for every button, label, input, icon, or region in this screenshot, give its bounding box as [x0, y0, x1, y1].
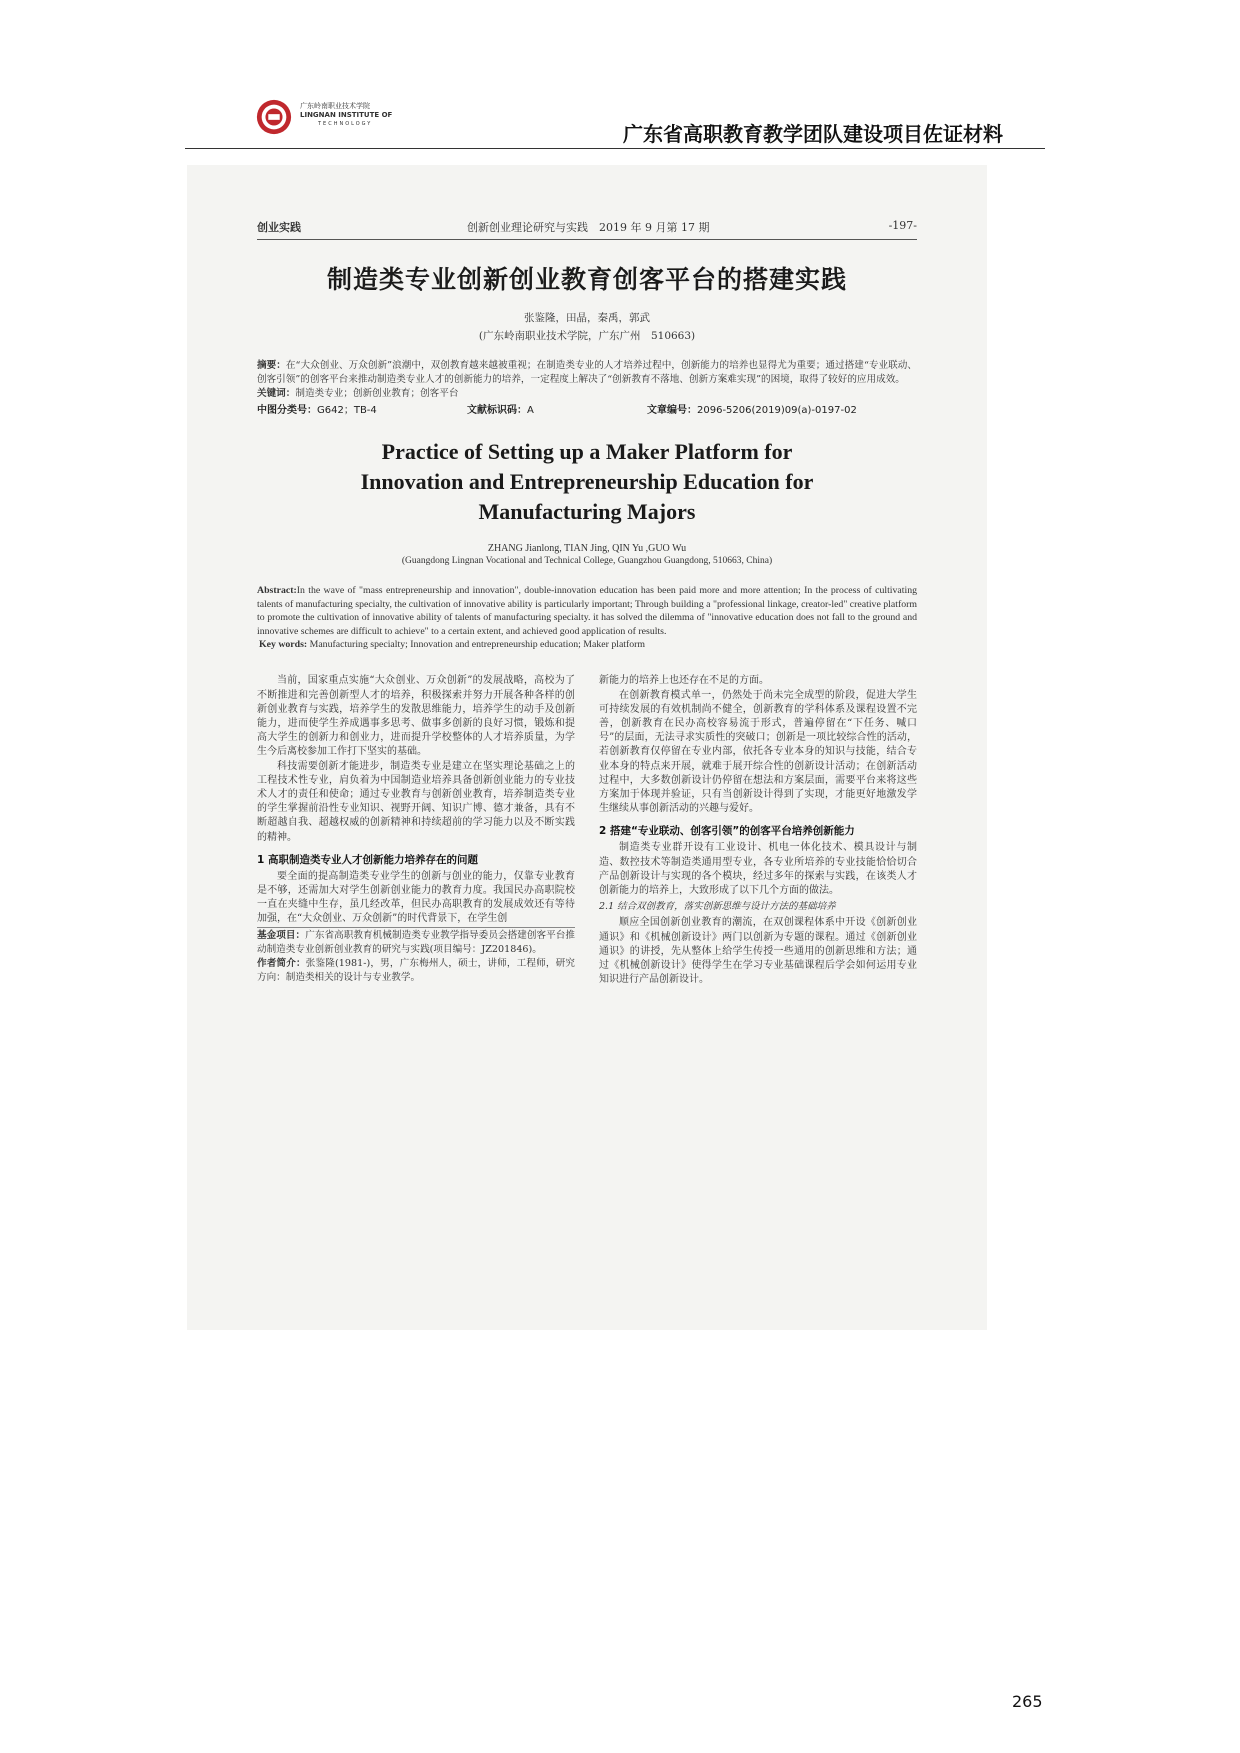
section-1-heading: 1 高职制造类专业人才创新能力培养存在的问题 [257, 853, 478, 866]
article-title-en [257, 437, 917, 527]
doc-code-value: A [527, 405, 534, 416]
logo-text-en: LINGNAN INSTITUTE OF [300, 111, 393, 119]
authors-cn: 张鉴隆，田晶，秦禹，郭武 [524, 312, 650, 324]
header-title: 广东省高职教育教学团队建设项目佐证材料 [623, 122, 1003, 146]
doc-code-label: 文献标识码： [467, 405, 527, 416]
college-logo-icon [255, 98, 293, 136]
keywords-en-text: Manufacturing specialty; Innovation and entrepreneurship education; Maker platform [309, 639, 646, 651]
journal-bar [257, 217, 917, 240]
fund-text: 广东省高职教育机械制造类专业教学指导委员会搭建创客平台推动制造类专业创新创业教育的研究与实践(项目编号：JZ201846)。 [257, 929, 576, 955]
abstract-cn-text: 在“大众创业、万众创新”浪潮中，双创教育越来越被重视；在制造类专业的人才培养过程中，创新能力的培养也显得尤为重要；通过搭建“专业联动、创客引领”的创客平台来推动制造类专业人才的创新能力的培养，一定程度上解决了“创新教育不落地、创新方案难实现”的困境，取得了较好的应用成效。 [257, 360, 917, 385]
logo-text-cn: 广东岭南职业技术学院 [300, 102, 370, 110]
right-paragraph-4: 顺应全国创新创业教育的潮流，在双创课程体系中开设《创新创业通识》和《机械创新设计》两门以创新为专题的课程。通过《创新创业通识》的讲授，先从整体上给学生传授一些通用的创新思维和方法；通过《机械创新设计》使得学生在学习专业基础课程后学会如何运用专业知识进行产品创新设计。 [599, 917, 917, 986]
abstract-en-text: In the wave of "mass entrepreneurship and innovation", double-innovation education has been paid more and more attention; In the process of cultivating talents of manufacturing specialty, the cultivation of innovative ability is particularly important; Through building a "professional linkage, creator-led" creative platform to promote the cultivation of innovative ability of talents of manufacturing specialty. it has solved the dilemma of "innovative education does not fall to the ground and innovative schemes are difficult to achieve" to a certain extent, and achieved good application of results. [257, 585, 917, 637]
keywords-cn-label: 关键词： [257, 388, 296, 399]
subsection-2-1-heading: 2.1 结合双创教育，落实创新思维与设计方法的基础培养 [599, 901, 836, 913]
authors-en: ZHANG Jianlong, TIAN Jing, QIN Yu ,GUO Wu [487, 543, 687, 554]
right-paragraph-2: 在创新教育模式单一，仍然处于尚未完全成型的阶段，促进大学生可持续发展的有效机制尚不健全，创新教育的学科体系及课程设置不完善，创新教育在民办高校容易流于形式，普遍停留在“下任务、喊口号”的层面，无法寻求实质性的突破口；创新是一项比较综合性的活动，若创新教育仅停留在专业内部，依托各专业本身的知识与技能，结合专业本身的特点来开展，就难于展开综合性的创新设计活动；在创新活动过程中，大多数创新设计仍停留在想法和方案层面，需要平台来将这些方案加于体现并验证，只有当创新设计得到了实现，才能更好地激发学生继续从事创新活动的兴趣与爱好。 [599, 689, 917, 815]
body-columns [257, 674, 917, 1194]
affiliation-cn: (广东岭南职业技术学院，广东广州 510663) [478, 330, 696, 342]
abstract-en-label: Abstract: [257, 585, 297, 596]
left-paragraph-3: 要全面的提高制造类专业学生的创新与创业的能力，仅靠专业教育是不够，还需加大对学生创新创业能力的教育力度。我国民办高职院校一直在夹缝中生存，虽几经改革，但民办高职教育的发展成效还有等待加强，在“大众创业、万众创新”的时代背景下，在学生创 [257, 870, 575, 925]
right-paragraph-3: 制造类专业群开设有工业设计、机电一体化技术、模具设计与制造、数控技术等制造类通用型专业，各专业所培养的专业技能恰恰切合产品创新设计与实现的各个模块，经过多年的探索与实践，在该类人才创新能力的培养上，大致形成了以下几个方面的做法。 [599, 842, 917, 897]
article-no-label: 文章编号： [647, 405, 697, 416]
logo-text [300, 102, 392, 129]
classification-row [257, 401, 917, 417]
right-paragraph-1: 新能力的培养上也还存在不足的方面。 [599, 675, 769, 687]
abstract-en [257, 584, 917, 638]
left-column [257, 674, 575, 984]
fund-note [257, 927, 575, 957]
left-paragraph-2: 科技需要创新才能进步，制造类专业是建立在坚实理论基础之上的工程技术性专业，肩负着为中国制造业培养具备创新创业能力的专业技术人才的责任和使命；通过专业教育与创新创业教育，培养制造类专业的学生掌握前沿性专业知识、视野开阔、知识广博、德才兼备，具有不断超越自我、超越权威的创新精神和持续超前的学习能力以及不断实践的精神。 [257, 760, 575, 843]
author-label: 作者简介： [257, 957, 306, 969]
article-body [257, 217, 917, 1194]
article-no-value: 2096-5206(2019)09(a)-0197-02 [697, 405, 857, 416]
affiliation-en: (Guangdong Lingnan Vocational and Technical College, Guangzhou Guangdong, 510663, China) [401, 556, 773, 566]
right-column [599, 674, 917, 987]
scanned-article [187, 165, 987, 1330]
article-title-cn: 制造类专业创新创业教育创客平台的搭建实践 [326, 265, 847, 294]
author-text: 张鉴隆(1981-)，男，广东梅州人，硕士，讲师，工程师，研究方向：制造类相关的设计与专业教学。 [257, 957, 576, 983]
keywords-en [257, 638, 917, 652]
journal-info: 创新创业理论研究与实践 2019 年 9 月第 17 期 [467, 221, 710, 234]
clc-number [257, 401, 377, 416]
abstract-cn [257, 359, 917, 387]
title-en-line-3: Manufacturing Majors [478, 499, 696, 524]
title-en-line-2: Innovation and Entrepreneurship Education for [360, 469, 814, 494]
clc-label: 中图分类号： [257, 405, 317, 416]
keywords-cn [257, 387, 917, 401]
section-2-heading: 2 搭建“专业联动、创客引领”的创客平台培养创新能力 [599, 825, 855, 838]
keywords-en-label: Key words: [259, 639, 308, 651]
clc-value: G642；TB-4 [317, 405, 377, 416]
left-paragraph-1: 当前，国家重点实施“大众创业、万众创新”的发展战略，高校为了不断推进和完善创新型人才的培养，积极探索并努力开展各种各样的创新创业教育与实践，培养学生的发散思维能力，培养学生的动手及创新能力，进而使学生养成遇事多思考、做事多创新的良好习惯，锻炼和提高大学生的创新力和创业力，进而提升学校整体的人才培养质量，为学生今后离校参加工作打下坚实的基础。 [257, 675, 575, 758]
page-header [185, 92, 1045, 149]
author-note [257, 957, 575, 985]
section-label: 创业实践 [257, 221, 301, 234]
fund-label: 基金项目： [257, 929, 306, 941]
page-number: 265 [1012, 1692, 1043, 1711]
page-ref: -197- [888, 219, 917, 232]
abstract-cn-label: 摘要： [257, 360, 286, 371]
article-number [647, 401, 857, 416]
doc-code [467, 401, 534, 416]
keywords-cn-text: 制造类专业；创新创业教育；创客平台 [295, 388, 459, 399]
logo-text-en2: TECHNOLOGY [318, 121, 373, 127]
title-en-line-1: Practice of Setting up a Maker Platform for [381, 439, 793, 464]
